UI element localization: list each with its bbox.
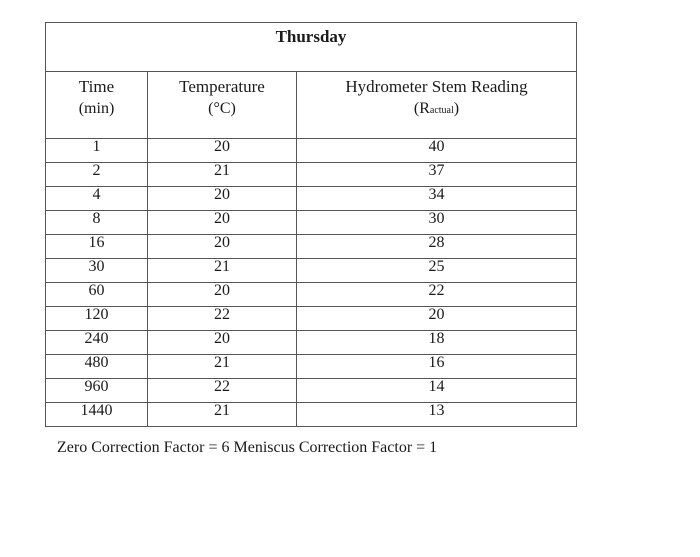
header-time-label: Time bbox=[78, 77, 115, 96]
cell-temperature: 22 bbox=[148, 379, 297, 403]
table-row bbox=[46, 187, 577, 211]
cell-time: 1 bbox=[46, 139, 148, 163]
cell-reading: 40 bbox=[297, 139, 577, 163]
table-row bbox=[46, 283, 577, 307]
cell-temperature: 20 bbox=[148, 139, 297, 163]
table-row bbox=[46, 379, 577, 403]
cell-time: 1440 bbox=[46, 403, 148, 427]
cell-time: 2 bbox=[46, 163, 148, 187]
table-row bbox=[46, 163, 577, 187]
cell-reading: 22 bbox=[297, 283, 577, 307]
header-hydrometer-symbol bbox=[297, 98, 576, 122]
symbol-suffix: ) bbox=[453, 100, 460, 117]
table-row bbox=[46, 139, 577, 163]
table-row bbox=[46, 355, 577, 379]
cell-reading: 25 bbox=[297, 259, 577, 283]
cell-reading: 16 bbox=[297, 355, 577, 379]
cell-temperature: 20 bbox=[148, 187, 297, 211]
table-row bbox=[46, 259, 577, 283]
cell-time: 960 bbox=[46, 379, 148, 403]
cell-temperature: 20 bbox=[148, 331, 297, 355]
cell-reading: 37 bbox=[297, 163, 577, 187]
cell-temperature: 20 bbox=[148, 235, 297, 259]
cell-temperature: 20 bbox=[148, 283, 297, 307]
cell-time: 16 bbox=[46, 235, 148, 259]
header-temperature-label: Temperature bbox=[179, 77, 265, 96]
table-row bbox=[46, 403, 577, 427]
cell-time: 4 bbox=[46, 187, 148, 211]
cell-time: 480 bbox=[46, 355, 148, 379]
cell-reading: 18 bbox=[297, 331, 577, 355]
cell-reading: 28 bbox=[297, 235, 577, 259]
cell-temperature: 22 bbox=[148, 307, 297, 331]
cell-time: 30 bbox=[46, 259, 148, 283]
header-time bbox=[46, 72, 148, 139]
cell-time: 60 bbox=[46, 283, 148, 307]
cell-time: 240 bbox=[46, 331, 148, 355]
cell-temperature: 21 bbox=[148, 259, 297, 283]
cell-temperature: 20 bbox=[148, 211, 297, 235]
cell-reading: 13 bbox=[297, 403, 577, 427]
symbol-subscript: actual bbox=[429, 105, 454, 116]
header-time-unit: (min) bbox=[78, 100, 115, 117]
cell-temperature: 21 bbox=[148, 163, 297, 187]
table-row bbox=[46, 307, 577, 331]
table-row bbox=[46, 331, 577, 355]
cell-reading: 34 bbox=[297, 187, 577, 211]
cell-time: 8 bbox=[46, 211, 148, 235]
hydrometer-data-table bbox=[45, 22, 577, 427]
cell-time: 120 bbox=[46, 307, 148, 331]
symbol-prefix: (R bbox=[413, 100, 430, 117]
header-temperature bbox=[148, 72, 297, 139]
table-row bbox=[46, 235, 577, 259]
cell-reading: 30 bbox=[297, 211, 577, 235]
table-header-row bbox=[46, 72, 577, 139]
table-title: Thursday bbox=[46, 23, 577, 72]
cell-reading: 14 bbox=[297, 379, 577, 403]
table-row bbox=[46, 211, 577, 235]
correction-factors-note: Zero Correction Factor = 6 Meniscus Correction Factor = 1 bbox=[57, 439, 438, 456]
header-hydrometer-label: Hydrometer Stem Reading bbox=[345, 77, 528, 96]
cell-temperature: 21 bbox=[148, 403, 297, 427]
cell-temperature: 21 bbox=[148, 355, 297, 379]
header-temperature-unit: (°C) bbox=[208, 100, 236, 117]
header-hydrometer-reading bbox=[297, 72, 577, 139]
cell-reading: 20 bbox=[297, 307, 577, 331]
